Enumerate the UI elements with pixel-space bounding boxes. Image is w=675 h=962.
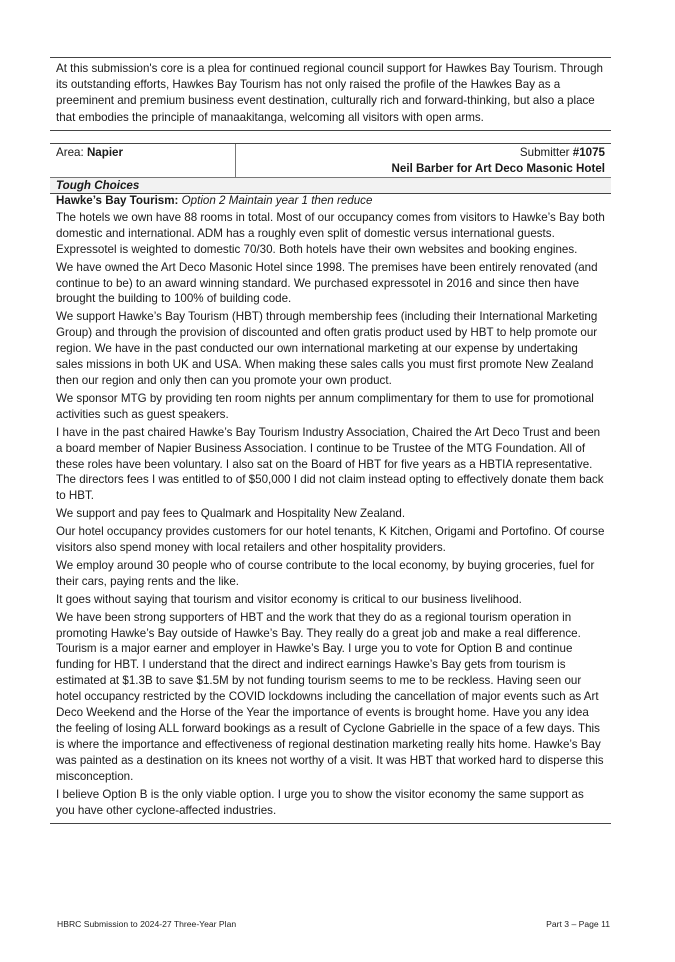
paragraph: We support Hawke’s Bay Tourism (HBT) through membership fees (including their International Marketing Group) and through the provision of discounted and often gratis product used by HBT to help promote our region. We have in the past conducted our own international marketing at our expense by undertaking sales missions in both UK and USA. When making these sales calls you must first promote New Zealand then our region and only then can you promote your own product. <box>56 310 598 387</box>
paragraph: We sponsor MTG by providing ten room nights per annum complimentary for them to use for promotional activities such as guest speakers. <box>56 391 594 421</box>
submission-table <box>50 143 611 194</box>
paragraph: It goes without saying that tourism and visitor economy is critical to our business livelihood. <box>56 592 522 606</box>
intro-summary <box>50 57 611 131</box>
page-footer <box>57 919 610 929</box>
area-value: Napier <box>86 146 124 159</box>
paragraph: The hotels we own have 88 rooms in total. Most of our occupancy comes from visitors to Hawke’s Bay both domestic and international. ADM has a roughly even split of domestic versus international guests. Expressotel is weighted to domestic 70/30. Both hotels have their own websites and booking engines. <box>56 210 605 256</box>
footer-right: Part 3 – Page 11 <box>546 919 610 929</box>
submitter-cell <box>236 144 611 177</box>
paragraph: We have owned the Art Deco Masonic Hotel since 1998. The premises have been entirely renovated (and continue to be) to an award winning standard. We purchased expressotel in 2016 and since then have brought the building to 100% of building code. <box>56 260 598 306</box>
paragraph: I have in the past chaired Hawke’s Bay Tourism Industry Association, Chaired the Art Deco Trust and been a board member of Napier Business Association. I continue to be Trustee of the MTG Foundation. All of these roles have been voluntary. I also sat on the Board of HBT for five years as a HBTIA representative. The directors fees I was entitled to of $50,000 I did not claim instead opting to effectively donate them back to HBT. <box>56 425 604 503</box>
submission-header-row <box>50 144 611 177</box>
footer-left: HBRC Submission to 2024-27 Three-Year Plan <box>57 919 237 929</box>
submitter-label: Submitter <box>519 146 573 159</box>
area-label: Area: <box>56 146 87 159</box>
area-cell <box>50 144 236 177</box>
paragraph: I believe Option B is the only viable option. I urge you to show the visitor economy the same support as you have other cyclone-affected industries. <box>56 787 584 817</box>
paragraph: We have been strong supporters of HBT and the work that they do as a regional tourism operation in promoting Hawke’s Bay outside of Hawke’s Bay. They really do a great job and make a real difference. Tourism is a major earner and employer in Hawke’s Bay. I urge you to vote for Option B and continue funding for HBT. I understand that the direct and indirect earnings Hawke’s Bay gets from tourism is estimated at $1.3B to save $1.5M by not funding tourism seems to me to be reckless. Having seen our hotel occupancy restricted by the COVID lockdowns including the cancellation of major events such as Art Deco Weekend and the Horse of the Year the importance of events is brought home. Have you any idea the feeling of losing ALL forward bookings as a result of Cyclone Gabrielle in the space of a few days. This is where the importance and effectiveness of regional destination marketing really hits home. Hawke’s Bay was painted as a destination on its knees not worthy of a visit. It was HBT that worked hard to disperse this misconception. <box>56 610 604 783</box>
intro-text: At this submission's core is a plea for continued regional council support for Hawkes Bay Tourism. Through its outstanding efforts, Hawkes Bay Tourism has not only raised the profile of the Hawkes Bay as a preeminent and premium business event destination, culturally rich and forward-thinking, but also a place that embodies the principle of manaakitanga, welcoming all visitors with open arms. <box>56 62 603 124</box>
paragraph: We employ around 30 people who of course contribute to the local economy, by buying groceries, fuel for their cars, paying rents and the like. <box>56 558 595 588</box>
section-title: Tough Choices <box>50 177 611 193</box>
submitter-number: #1075 <box>572 146 605 159</box>
submitter-name: Neil Barber for Art Deco Masonic Hotel <box>391 161 605 175</box>
topic-line <box>56 193 605 209</box>
submission-body <box>50 193 611 824</box>
paragraph: Our hotel occupancy provides customers for our hotel tenants, K Kitchen, Origami and Portofino. Of course visitors also spend money with local retailers and other hospitality providers. <box>56 525 605 555</box>
topic-option: Option 2 Maintain year 1 then reduce <box>181 194 373 207</box>
topic-label: Hawke’s Bay Tourism: <box>56 194 179 207</box>
paragraph: We support and pay fees to Qualmark and Hospitality New Zealand. <box>56 507 406 521</box>
